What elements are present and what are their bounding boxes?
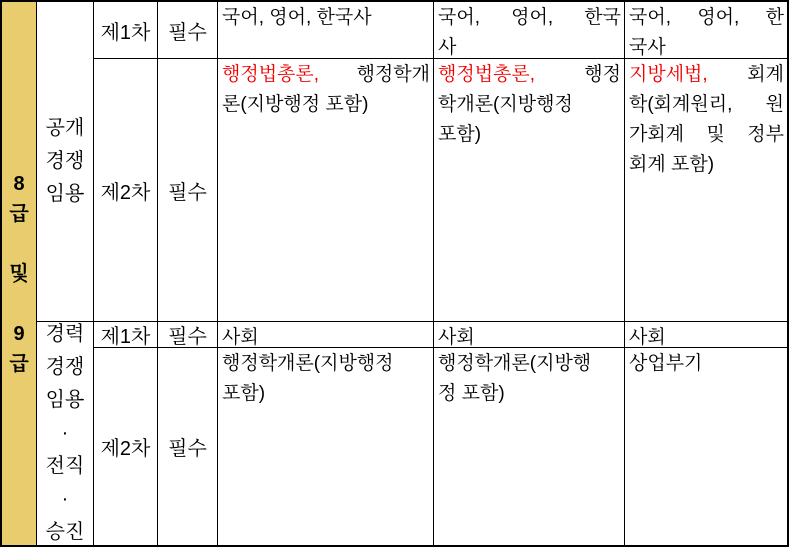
- text-line: [222, 349, 430, 379]
- subject-text: 행정학개론(지방행: [438, 353, 592, 374]
- stage-cell: [94, 59, 158, 322]
- text-line: [629, 90, 784, 120]
- subjects-cell: [218, 322, 434, 348]
- subjects-cell: [434, 322, 625, 348]
- requirement-cell: [158, 59, 218, 322]
- stage-cell: [94, 2, 158, 59]
- subject-text: 회계 포함): [629, 154, 715, 175]
- text-line: [222, 60, 430, 90]
- subject-text: 국어, 영어, 한국사: [222, 7, 372, 28]
- text-line: [629, 349, 784, 379]
- subject-text-emphasized: 행정법총론,: [438, 64, 536, 85]
- subject-text: 학개론(지방행정: [438, 94, 573, 115]
- text-line: [438, 60, 621, 90]
- requirement-cell: [158, 348, 218, 545]
- subjects-cell: [434, 59, 625, 322]
- subjects-cell: [625, 59, 787, 322]
- category-line: ·: [61, 422, 69, 444]
- subjects-cell: [625, 348, 787, 545]
- requirement-label: 필수: [168, 21, 207, 44]
- subject-text: 사회: [222, 327, 259, 348]
- stage-label: 제2차: [100, 438, 151, 460]
- text-line: [222, 323, 430, 348]
- requirement-label: 필수: [168, 326, 207, 348]
- category-line: 임용: [45, 389, 85, 411]
- text-line: [629, 150, 784, 180]
- subject-text: 회계: [707, 64, 784, 85]
- stage-cell: [94, 322, 158, 348]
- subject-text: 국사: [629, 37, 666, 58]
- text-line: [438, 349, 621, 379]
- text-line: [438, 379, 621, 409]
- requirement-cell: [158, 2, 218, 59]
- stage-cell: [94, 348, 158, 545]
- text-line: [438, 90, 621, 120]
- subject-text: 국어, 영어, 한국: [438, 7, 621, 28]
- category-line: 경쟁: [45, 356, 85, 378]
- subject-text: 사: [438, 37, 457, 58]
- subject-text: 정 포함): [438, 383, 505, 404]
- grade-line: 급: [9, 352, 29, 375]
- subject-text: 사회: [438, 327, 475, 348]
- text-line: [629, 60, 784, 90]
- subjects-cell: [434, 348, 625, 545]
- category-line: 임용: [45, 183, 85, 205]
- subjects-cell: [625, 322, 787, 348]
- subject-text: 포함): [438, 124, 482, 145]
- subject-text-emphasized: 지방세법,: [629, 64, 708, 85]
- text-line: [222, 90, 430, 120]
- requirement-cell: [158, 322, 218, 348]
- grade-line: 및: [9, 262, 29, 285]
- subject-text: 학(회계원리, 원: [629, 94, 784, 115]
- grade-line: 급: [9, 202, 29, 225]
- text-line: [629, 3, 784, 33]
- subject-text: 포함): [222, 383, 266, 404]
- subject-text: 국어, 영어, 한: [629, 7, 784, 28]
- category-line: ·: [61, 488, 69, 510]
- subject-text: 상업부기: [629, 353, 703, 374]
- subjects-cell: [218, 348, 434, 545]
- subject-text: 행정학개론(지방행정: [222, 353, 394, 374]
- stage-label: 제1차: [100, 21, 151, 44]
- category-line: 전직: [45, 455, 85, 477]
- subjects-cell: [218, 59, 434, 322]
- category-line: 경쟁: [45, 150, 85, 172]
- text-line: [438, 120, 621, 150]
- text-line: [222, 3, 430, 33]
- text-line: [222, 379, 430, 409]
- grade-line: 9: [13, 322, 25, 345]
- subjects-cell: [625, 2, 787, 59]
- grade-line: 8: [13, 172, 25, 195]
- category-career-competition-cell: [37, 322, 94, 545]
- stage-label: 제1차: [100, 326, 151, 348]
- text-line: [629, 33, 784, 59]
- subjects-cell: [434, 2, 625, 59]
- subject-text: 론(지방행정 포함): [222, 94, 369, 115]
- text-line: [629, 120, 784, 150]
- text-line: [438, 3, 621, 33]
- subject-text: 행정학개: [319, 64, 430, 85]
- category-line: 승진: [45, 521, 85, 543]
- category-line: 공개: [45, 117, 85, 139]
- requirement-label: 필수: [168, 181, 207, 204]
- category-line: 경력: [45, 323, 85, 345]
- category-open-competition-cell: [37, 2, 94, 322]
- text-line: [438, 323, 621, 348]
- subjects-cell: [218, 2, 434, 59]
- grade-band-cell: [2, 2, 37, 545]
- text-line: [629, 323, 784, 348]
- subject-text: 행정: [535, 64, 621, 85]
- subject-text: 가회계 및 정부: [629, 124, 784, 145]
- stage-label: 제2차: [100, 181, 151, 204]
- subject-text-emphasized: 행정법총론,: [222, 64, 320, 85]
- requirement-label: 필수: [168, 438, 207, 460]
- subject-text: 사회: [629, 327, 666, 348]
- text-line: [438, 33, 621, 59]
